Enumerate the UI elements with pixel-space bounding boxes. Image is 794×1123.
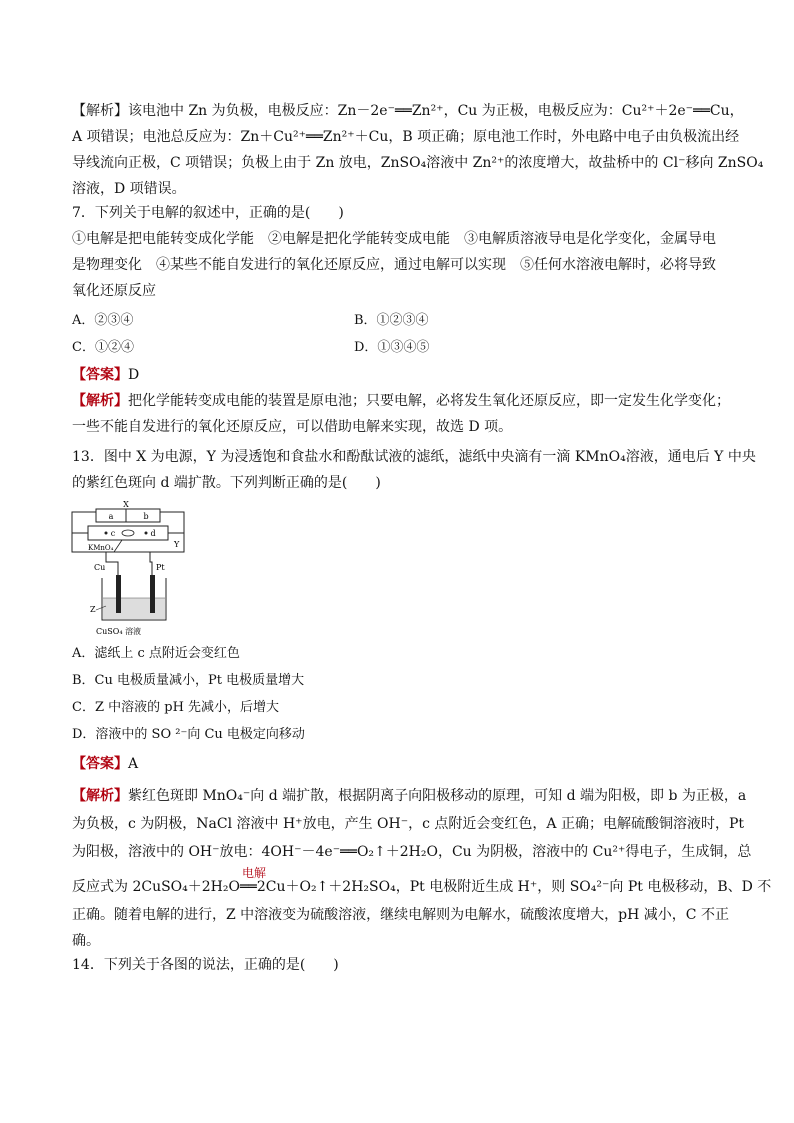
answer-tag: 【答案】: [72, 756, 128, 772]
question-13-stem: 的紫红色斑向 d 端扩散。下列判断正确的是( ): [72, 475, 381, 491]
question-7-statement: 是物理变化 ④某些不能自发进行的氧化还原反应，通过电解可以实现 ⑤任何水溶液电解时，必将导致: [72, 257, 716, 273]
label-kmno4: KMnO₄: [88, 544, 114, 552]
label-pt: Pt: [156, 563, 165, 572]
electrolysis-diagram: [66, 500, 190, 640]
arrow-condition: 电解: [241, 866, 266, 880]
explanation-line: [72, 866, 772, 896]
explanation-text: 紫红色斑即 MnO₄⁻向 d 端扩散，根据阴离子向阳极移动的原理，可知 d 端为阳极，即 b 为正极，a: [128, 788, 747, 804]
explanation-line: [72, 154, 764, 172]
answer-line: [72, 366, 732, 384]
option-a: A．②③④: [72, 313, 134, 328]
explanation-tag: 【解析】: [72, 788, 128, 804]
explanation-line: 确。: [72, 933, 100, 949]
electrolysis-arrow: 电解 ══: [239, 866, 266, 895]
label-cu: Cu: [94, 563, 106, 572]
label-z: Z: [90, 605, 96, 614]
explanation-line: [72, 180, 732, 198]
option-b: B．①②③④: [354, 313, 429, 328]
answer-value: A: [128, 756, 139, 772]
option-d: D．①③④⑤: [354, 340, 430, 355]
explanation-text: 反应式为 2CuSO₄＋2H₂O: [72, 879, 240, 895]
explanation-line: [72, 392, 732, 410]
label-x: X: [123, 500, 129, 509]
explanation-line: 正确。随着电解的进行，Z 中溶液变为硫酸溶液，继续电解则为电解水，硫酸浓度增大，pH 减小，C 不正: [72, 907, 729, 923]
answer-tag: 【答案】: [72, 367, 128, 383]
option-c: C．Z 中溶液的 pH 先减小，后增大: [72, 700, 280, 715]
explanation-line: 一些不能自发进行的氧化还原反应，可以借助电解来实现，故选 D 项。: [72, 419, 513, 435]
option-b: B．Cu 电极质量减小，Pt 电极质量增大: [72, 673, 305, 688]
explanation-text: 导线流向正极，C 项错误；负极上由于 Zn 放电，ZnSO₄溶液中 Zn²⁺的浓度增大，故盐桥中的 Cl⁻移向 ZnSO₄: [72, 155, 764, 171]
option-d: D．溶液中的 SO ²⁻向 Cu 电极定向移动: [72, 727, 305, 742]
label-d: d: [150, 529, 156, 538]
explanation-text: A 项错误；电池总反应为：Zn＋Cu²⁺══Zn²⁺＋Cu，B 项正确；原电池工作时，外电路中电子由负极流出经: [72, 129, 740, 145]
explanation-text: 【解析】该电池中 Zn 为负极，电极反应：Zn－2e⁻══Zn²⁺，Cu 为正极，电极反应为：Cu²⁺＋2e⁻══Cu，: [72, 103, 744, 119]
answer-value: D: [128, 367, 140, 383]
explanation-line: 为阳极，溶液中的 OH⁻放电：4OH⁻－4e⁻══O₂↑＋2H₂O，Cu 为阴极，溶液中的 Cu²⁺得电子，生成铜，总: [72, 844, 752, 860]
label-a: a: [108, 512, 114, 521]
explanation-tag: 【解析】: [72, 393, 128, 409]
explanation-text: 溶液，D 项错误。: [72, 181, 186, 197]
explanation-text: 2Cu＋O₂↑＋2H₂SO₄，Pt 电极附近生成 H⁺，则 SO₄²⁻向 Pt 电极移动，B、D 不: [256, 879, 772, 895]
option-a: A．滤纸上 c 点附近会变红色: [72, 646, 240, 661]
explanation-line: [72, 102, 744, 120]
option-c: C．①②④: [72, 340, 134, 355]
question-7-stem: 7．下列关于电解的叙述中，正确的是( ): [72, 205, 344, 221]
answer-line: [72, 755, 732, 773]
label-b: b: [143, 512, 149, 521]
label-c: c: [110, 529, 116, 538]
question-7-statement: 氧化还原反应: [72, 283, 156, 299]
question-7-statement: ①电解是把电能转变成化学能 ②电解是把化学能转变成电能 ③电解质溶液导电是化学变化，金属导电: [72, 231, 716, 247]
label-cuso4: CuSO₄ 溶液: [96, 627, 142, 636]
question-13-stem: 13．图中 X 为电源，Y 为浸透饱和食盐水和酚酞试液的滤纸，滤纸中央滴有一滴 KMnO₄溶液，通电后 Y 中央: [72, 449, 756, 465]
explanation-line: [72, 787, 747, 805]
question-14-stem: 14．下列关于各图的说法，正确的是( ): [72, 957, 339, 973]
explanation-line: [72, 128, 740, 146]
label-y: Y: [174, 540, 180, 549]
explanation-line: 为负极，c 为阴极，NaCl 溶液中 H⁺放电，产生 OH⁻，c 点附近会变红色，A 正确；电解硫酸铜溶液时，Pt: [72, 816, 744, 832]
explanation-text: 把化学能转变成电能的装置是原电池；只要电解，必将发生氧化还原反应，即一定发生化学变化；: [128, 393, 730, 409]
